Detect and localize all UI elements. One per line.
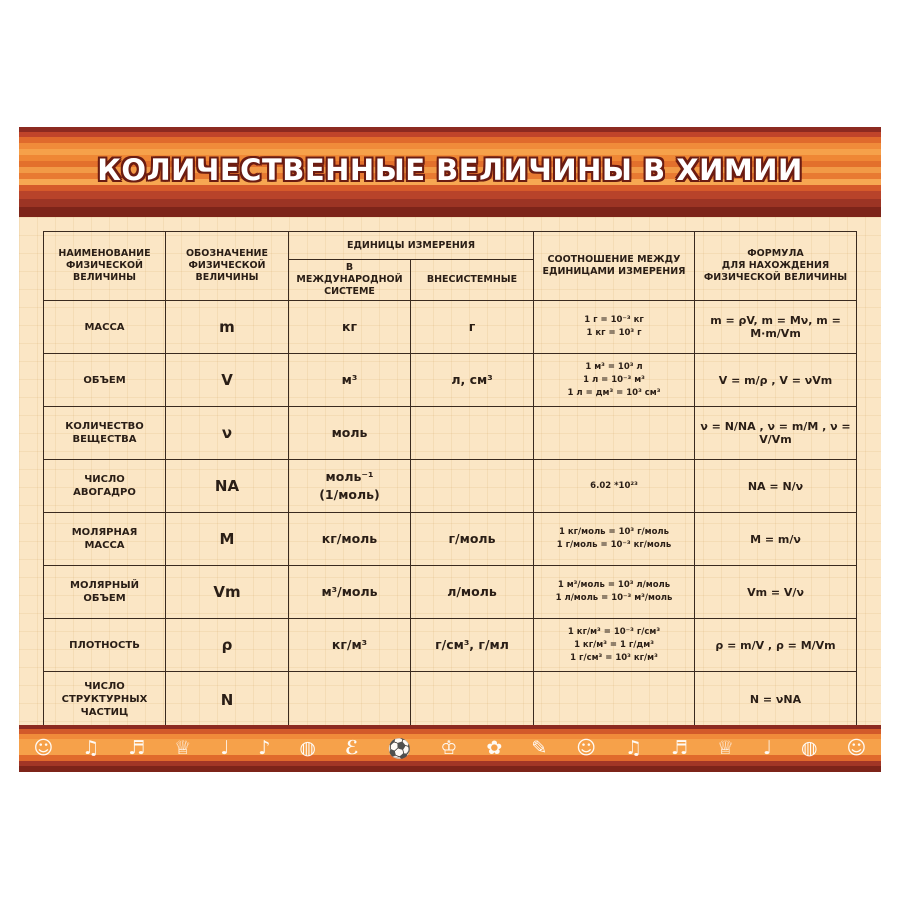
poster-title: КОЛИЧЕСТВЕННЫЕ ВЕЛИЧИНЫ В ХИМИИ [97, 153, 803, 187]
row-relation: 1 кг/м³ = 10⁻³ г/см³ 1 кг/м³ = 1 г/дм³ 1 г/см³ = 10³ кг/м³ [534, 619, 695, 672]
basket-icon: ℰ [344, 737, 359, 759]
theater-mask-icon: ☺ [33, 737, 54, 759]
header-symbol: ОБОЗНАЧЕНИЕ ФИЗИЧЕСКОЙ ВЕЛИЧИНЫ [166, 232, 289, 301]
quantities-table [43, 231, 857, 728]
row-si-unit: м³/моль [289, 566, 411, 619]
row-symbol: ν [166, 407, 289, 460]
globe-icon: ♩ [763, 737, 772, 759]
lyre-icon: ♕ [174, 737, 192, 759]
row-name: МОЛЯРНЫЙ ОБЪЕМ [44, 566, 166, 619]
row-name: ОБЪЕМ [44, 354, 166, 407]
row-si-unit: м³ [289, 354, 411, 407]
treble-clef-icon: ♩ [220, 737, 230, 759]
notes-icon: ☺ [576, 737, 597, 759]
table-row [44, 301, 857, 354]
row-non-si-unit: л/моль [411, 566, 534, 619]
row-si-unit: моль [289, 407, 411, 460]
row-formula: Vm = V/ν [695, 566, 857, 619]
table-row [44, 407, 857, 460]
row-formula: N = νNA [695, 672, 857, 728]
footer-decor-band [19, 725, 881, 772]
header-stripes [19, 127, 881, 217]
row-non-si-unit [411, 460, 534, 513]
row-relation: 1 м³/моль = 10³ л/моль 1 л/моль = 10⁻³ м³/моль [534, 566, 695, 619]
row-formula: NA = N/ν [695, 460, 857, 513]
dancer-icon: ♬ [128, 737, 146, 759]
row-symbol: Vm [166, 566, 289, 619]
row-symbol: ρ [166, 619, 289, 672]
treble-clef-icon: ♕ [717, 737, 735, 759]
dancer-icon: ♫ [624, 737, 643, 759]
leaf-icon: ♔ [440, 737, 458, 759]
footer-icon-strip [19, 733, 881, 763]
row-formula: ν = N/NA , ν = m/M , ν = V/Vm [695, 407, 857, 460]
table-row [44, 672, 857, 728]
row-name: ЧИСЛО АВОГАДРО [44, 460, 166, 513]
table-row [44, 513, 857, 566]
theater-mask-icon: ☺ [846, 737, 867, 759]
header-units-si: В МЕЖДУНАРОДНОЙ СИСТЕМЕ [289, 260, 411, 301]
row-formula: M = m/ν [695, 513, 857, 566]
row-formula: ρ = m/V , ρ = M/Vm [695, 619, 857, 672]
row-symbol: V [166, 354, 289, 407]
row-non-si-unit [411, 407, 534, 460]
row-name: МАССА [44, 301, 166, 354]
row-name: ЧИСЛО СТРУКТУРНЫХ ЧАСТИЦ [44, 672, 166, 728]
row-formula: m = ρV, m = Mν, m = M·m/Vm [695, 301, 857, 354]
lyre-icon: ♬ [671, 737, 689, 759]
letters-icon: ◍ [800, 737, 818, 759]
row-non-si-unit: г [411, 301, 534, 354]
table-row [44, 619, 857, 672]
header-formula: ФОРМУЛА ДЛЯ НАХОЖДЕНИЯ ФИЗИЧЕСКОЙ ВЕЛИЧИНЫ [695, 232, 857, 301]
globe-icon: ♪ [258, 737, 271, 759]
pencil-icon: ✿ [486, 737, 503, 759]
row-relation: 1 г = 10⁻³ кг 1 кг = 10³ г [534, 301, 695, 354]
row-si-unit: кг/м³ [289, 619, 411, 672]
header-units: ЕДИНИЦЫ ИЗМЕРЕНИЯ [289, 232, 534, 260]
row-non-si-unit: л, см³ [411, 354, 534, 407]
row-non-si-unit: г/моль [411, 513, 534, 566]
table-row [44, 566, 857, 619]
row-si-unit: моль⁻¹ (1/моль) [289, 460, 411, 513]
row-relation: 1 кг/моль = 10³ г/моль 1 г/моль = 10⁻³ кг/моль [534, 513, 695, 566]
row-si-unit [289, 672, 411, 728]
row-symbol: N [166, 672, 289, 728]
row-symbol: m [166, 301, 289, 354]
row-si-unit: кг/моль [289, 513, 411, 566]
table-row [44, 460, 857, 513]
poster [19, 127, 881, 772]
trophy-icon: ⚽ [387, 737, 412, 760]
header-relation: СООТНОШЕНИЕ МЕЖДУ ЕДИНИЦАМИ ИЗМЕРЕНИЯ [534, 232, 695, 301]
row-relation [534, 672, 695, 728]
row-si-unit: кг [289, 301, 411, 354]
header-units-non-si: ВНЕСИСТЕМНЫЕ [411, 260, 534, 301]
row-formula: V = m/ρ , V = νVm [695, 354, 857, 407]
row-non-si-unit: г/см³, г/мл [411, 619, 534, 672]
table-row [44, 354, 857, 407]
row-symbol: NA [166, 460, 289, 513]
row-symbol: M [166, 513, 289, 566]
row-relation: 6.02 *10²³ [534, 460, 695, 513]
letters-icon: ◍ [299, 737, 316, 759]
row-name: ПЛОТНОСТЬ [44, 619, 166, 672]
row-name: КОЛИЧЕСТВО ВЕЩЕСТВА [44, 407, 166, 460]
header-name: НАИМЕНОВАНИЕ ФИЗИЧЕСКОЙ ВЕЛИЧИНЫ [44, 232, 166, 301]
theater-mask-icon: ✎ [531, 737, 548, 759]
notes-icon: ♫ [82, 737, 100, 759]
row-name: МОЛЯРНАЯ МАССА [44, 513, 166, 566]
row-non-si-unit [411, 672, 534, 728]
row-relation [534, 407, 695, 460]
row-relation: 1 м³ = 10³ л 1 л = 10⁻³ м³ 1 л = дм³ = 10³ см³ [534, 354, 695, 407]
